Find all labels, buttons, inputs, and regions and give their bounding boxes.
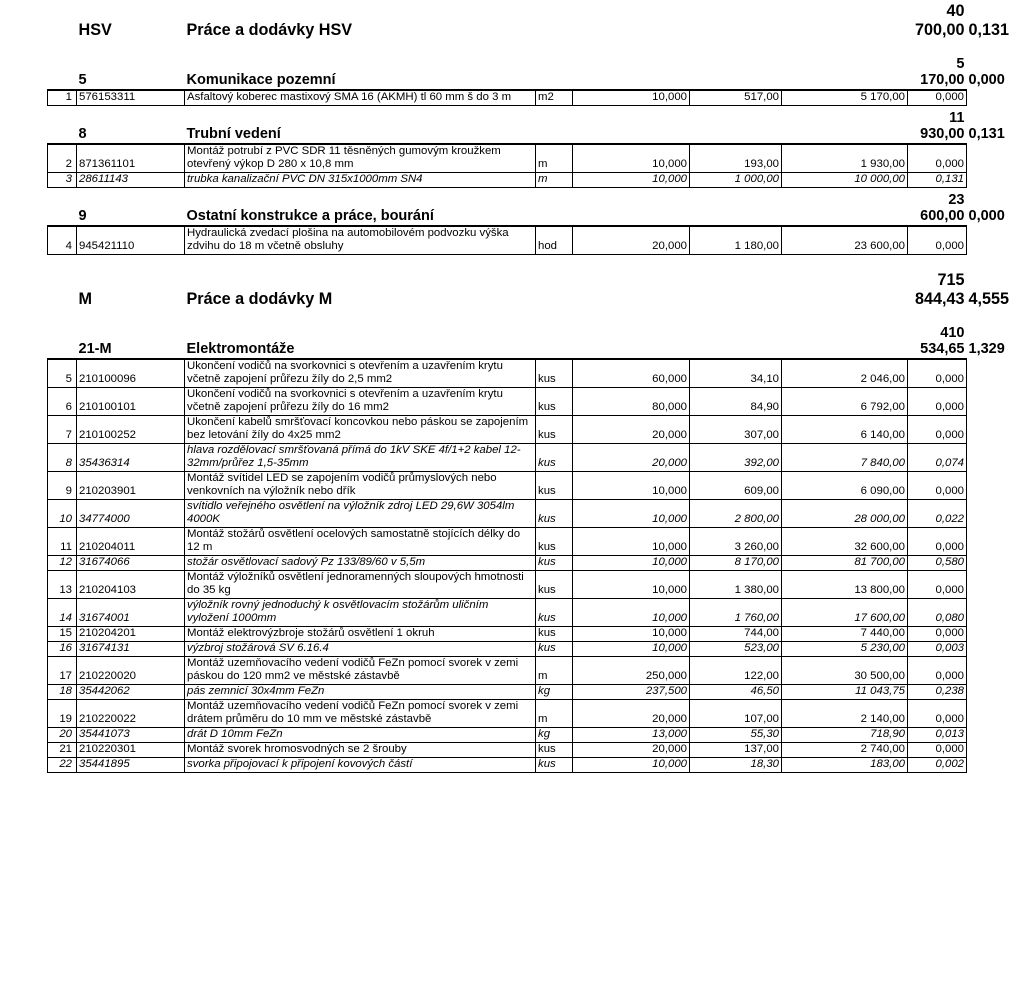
item-quantity: 20,000 <box>573 700 690 728</box>
item-unit: kus <box>536 444 573 472</box>
item-unit-price: 55,30 <box>690 728 782 743</box>
item-weight: 0,000 <box>908 144 967 173</box>
item-code: 210204103 <box>77 571 185 599</box>
row-index: 11 <box>48 528 77 556</box>
item-weight: 0,238 <box>908 685 967 700</box>
item-unit-price: 34,10 <box>690 359 782 388</box>
row-index: 12 <box>48 556 77 571</box>
item-quantity: 10,000 <box>573 173 690 188</box>
section-code: 8 <box>77 106 185 145</box>
section-row: 21-M Elektromontáže 410 534,65 1,329 <box>48 313 967 359</box>
item-unit: kus <box>536 556 573 571</box>
item-code: 35441073 <box>77 728 185 743</box>
section-row: 9 Ostatní konstrukce a práce, bourání 23 600,00 0,000 <box>48 188 967 227</box>
item-quantity: 10,000 <box>573 556 690 571</box>
item-weight: 0,000 <box>908 657 967 685</box>
item-unit-price: 609,00 <box>690 472 782 500</box>
table-row <box>48 388 967 416</box>
item-description: Montáž elektrovýzbroje stožárů osvětlení 1 okruh <box>185 627 536 642</box>
table-row <box>48 472 967 500</box>
item-weight: 0,000 <box>908 90 967 106</box>
item-unit-price: 18,30 <box>690 758 782 773</box>
item-description: Montáž potrubí z PVC SDR 11 těsněných gumovým kroužkem otevřený výkop D 280 x 10,8 mm <box>185 144 536 173</box>
item-description: Hydraulická zvedací plošina na automobilovém podvozku výška zdvihu do 18 m včetně obsluhy <box>185 226 536 255</box>
item-weight: 0,000 <box>908 388 967 416</box>
item-description: svorka připojovací k připojení kovových částí <box>185 758 536 773</box>
spacer-cell <box>782 106 908 145</box>
item-unit: m <box>536 700 573 728</box>
section-total: 410 534,65 <box>908 313 967 359</box>
item-weight: 0,000 <box>908 416 967 444</box>
table-row <box>48 226 967 255</box>
item-total-price: 11 043,75 <box>782 685 908 700</box>
item-code: 210220301 <box>77 743 185 758</box>
item-total-price: 17 600,00 <box>782 599 908 627</box>
table-row <box>48 599 967 627</box>
item-code: 210100101 <box>77 388 185 416</box>
item-total-price: 81 700,00 <box>782 556 908 571</box>
item-unit-price: 392,00 <box>690 444 782 472</box>
row-index: 1 <box>48 90 77 106</box>
item-description: trubka kanalizační PVC DN 315x1000mm SN4 <box>185 173 536 188</box>
item-unit-price: 8 170,00 <box>690 556 782 571</box>
spacer-cell <box>782 255 908 314</box>
item-quantity: 20,000 <box>573 416 690 444</box>
item-unit-price: 744,00 <box>690 627 782 642</box>
item-unit: kus <box>536 472 573 500</box>
item-total-price: 2 740,00 <box>782 743 908 758</box>
spacer-cell <box>48 255 77 314</box>
table-row <box>48 90 967 106</box>
item-description: hlava rozdělovací smršťovaná přímá do 1kV SKE 4f/1+2 kabel 12-32mm/průřez 1,5-35mm <box>185 444 536 472</box>
item-unit: kus <box>536 743 573 758</box>
item-description: Montáž svítidel LED se zapojením vodičů průmyslových nebo venkovních na výložník nebo dřík <box>185 472 536 500</box>
item-weight: 0,003 <box>908 642 967 657</box>
item-quantity: 10,000 <box>573 642 690 657</box>
item-total-price: 6 140,00 <box>782 416 908 444</box>
item-code: 31674131 <box>77 642 185 657</box>
item-unit-price: 46,50 <box>690 685 782 700</box>
item-total-price: 1 930,00 <box>782 144 908 173</box>
spacer-cell <box>782 0 908 44</box>
section-code: 5 <box>77 44 185 90</box>
item-total-price: 2 046,00 <box>782 359 908 388</box>
row-index: 7 <box>48 416 77 444</box>
table-row <box>48 556 967 571</box>
item-unit-price: 517,00 <box>690 90 782 106</box>
item-quantity: 20,000 <box>573 226 690 255</box>
item-weight: 0,000 <box>908 627 967 642</box>
item-total-price: 23 600,00 <box>782 226 908 255</box>
item-quantity: 10,000 <box>573 90 690 106</box>
item-code: 210100096 <box>77 359 185 388</box>
item-description: Montáž stožárů osvětlení ocelových samostatně stojících délky do 12 m <box>185 528 536 556</box>
item-quantity: 60,000 <box>573 359 690 388</box>
item-code: 945421110 <box>77 226 185 255</box>
row-index: 2 <box>48 144 77 173</box>
item-unit: kus <box>536 627 573 642</box>
item-unit: kg <box>536 728 573 743</box>
budget-sheet <box>47 0 1010 773</box>
item-unit-price: 1 180,00 <box>690 226 782 255</box>
main-group-row: M Práce a dodávky M 715 844,43 4,555 <box>48 255 967 314</box>
item-code: 210204201 <box>77 627 185 642</box>
item-total-price: 13 800,00 <box>782 571 908 599</box>
table-row <box>48 144 967 173</box>
item-unit: kus <box>536 388 573 416</box>
row-index: 18 <box>48 685 77 700</box>
main-group-total: 715 844,43 <box>914 271 965 308</box>
item-total-price: 30 500,00 <box>782 657 908 685</box>
item-quantity: 20,000 <box>573 444 690 472</box>
item-quantity: 10,000 <box>573 144 690 173</box>
table-row <box>48 700 967 728</box>
row-index: 17 <box>48 657 77 685</box>
item-quantity: 80,000 <box>573 388 690 416</box>
item-total-price: 5 230,00 <box>782 642 908 657</box>
item-unit: m <box>536 657 573 685</box>
item-weight: 0,580 <box>908 556 967 571</box>
item-description: Montáž uzemňovacího vedení vodičů FeZn pomocí svorek v zemi páskou do 120 mm2 ve městské zástavbě <box>185 657 536 685</box>
main-group-code: HSV <box>78 21 112 39</box>
row-index: 21 <box>48 743 77 758</box>
item-total-price: 10 000,00 <box>782 173 908 188</box>
row-index: 3 <box>48 173 77 188</box>
section-title: Trubní vedení <box>185 106 782 145</box>
item-code: 35442062 <box>77 685 185 700</box>
spacer-cell <box>48 44 77 90</box>
row-index: 13 <box>48 571 77 599</box>
row-index: 6 <box>48 388 77 416</box>
item-unit-price: 1 760,00 <box>690 599 782 627</box>
table-row <box>48 444 967 472</box>
table-row <box>48 627 967 642</box>
item-code: 35436314 <box>77 444 185 472</box>
item-total-price: 6 090,00 <box>782 472 908 500</box>
item-unit-price: 3 260,00 <box>690 528 782 556</box>
item-code: 576153311 <box>77 90 185 106</box>
table-row <box>48 728 967 743</box>
spacer-cell <box>782 188 908 227</box>
section-total: 5 170,00 <box>908 44 967 90</box>
item-total-price: 183,00 <box>782 758 908 773</box>
item-unit: m <box>536 144 573 173</box>
item-total-price: 6 792,00 <box>782 388 908 416</box>
main-group-code: M <box>78 290 92 308</box>
item-unit: m <box>536 173 573 188</box>
item-unit: kus <box>536 571 573 599</box>
table-row <box>48 416 967 444</box>
item-code: 871361101 <box>77 144 185 173</box>
item-total-price: 2 140,00 <box>782 700 908 728</box>
item-quantity: 10,000 <box>573 599 690 627</box>
item-weight: 0,000 <box>908 359 967 388</box>
item-code: 34774000 <box>77 500 185 528</box>
item-unit-price: 122,00 <box>690 657 782 685</box>
table-row <box>48 685 967 700</box>
item-unit-price: 107,00 <box>690 700 782 728</box>
main-group-title: Práce a dodávky HSV <box>186 21 353 39</box>
section-code: 21-M <box>77 313 185 359</box>
row-index: 8 <box>48 444 77 472</box>
item-unit: kus <box>536 599 573 627</box>
item-weight: 0,131 <box>908 173 967 188</box>
item-unit-price: 523,00 <box>690 642 782 657</box>
item-unit-price: 137,00 <box>690 743 782 758</box>
item-code: 28611143 <box>77 173 185 188</box>
item-weight: 0,022 <box>908 500 967 528</box>
item-unit: hod <box>536 226 573 255</box>
row-index: 22 <box>48 758 77 773</box>
row-index: 4 <box>48 226 77 255</box>
section-title: Ostatní konstrukce a práce, bourání <box>185 188 782 227</box>
item-unit-price: 193,00 <box>690 144 782 173</box>
item-unit: kus <box>536 758 573 773</box>
item-code: 210220022 <box>77 700 185 728</box>
table-row <box>48 758 967 773</box>
item-quantity: 10,000 <box>573 472 690 500</box>
item-total-price: 32 600,00 <box>782 528 908 556</box>
item-weight: 0,074 <box>908 444 967 472</box>
table-row <box>48 528 967 556</box>
section-title: Komunikace pozemní <box>185 44 782 90</box>
item-total-price: 7 440,00 <box>782 627 908 642</box>
item-unit: kus <box>536 500 573 528</box>
item-unit: kus <box>536 416 573 444</box>
item-description: Ukončení vodičů na svorkovnici s otevřením a uzavřením krytu včetně zapojení průřezu žíly do 16 mm2 <box>185 388 536 416</box>
row-index: 20 <box>48 728 77 743</box>
row-index: 10 <box>48 500 77 528</box>
item-weight: 0,002 <box>908 758 967 773</box>
item-description: Asfaltový koberec mastixový SMA 16 (AKMH) tl 60 mm š do 3 m <box>185 90 536 106</box>
item-quantity: 237,500 <box>573 685 690 700</box>
row-index: 5 <box>48 359 77 388</box>
item-unit-price: 307,00 <box>690 416 782 444</box>
spacer-cell <box>48 0 77 44</box>
spacer-cell <box>782 313 908 359</box>
item-unit: kus <box>536 528 573 556</box>
table-row <box>48 642 967 657</box>
item-quantity: 10,000 <box>573 528 690 556</box>
item-quantity: 20,000 <box>573 743 690 758</box>
item-unit: kus <box>536 642 573 657</box>
item-quantity: 10,000 <box>573 627 690 642</box>
item-unit-price: 2 800,00 <box>690 500 782 528</box>
item-description: výzbroj stožárová SV 6.16.4 <box>185 642 536 657</box>
item-description: stožár osvětlovací sadový Pz 133/89/60 v 5,5m <box>185 556 536 571</box>
item-total-price: 7 840,00 <box>782 444 908 472</box>
item-unit-price: 1 000,00 <box>690 173 782 188</box>
item-weight: 0,080 <box>908 599 967 627</box>
table-row <box>48 657 967 685</box>
main-group-title: Práce a dodávky M <box>186 290 333 308</box>
budget-table <box>47 0 1010 773</box>
item-description: výložník rovný jednoduchý k osvětlovacím stožárům uličním vyložení 1000mm <box>185 599 536 627</box>
spacer-cell <box>48 188 77 227</box>
item-unit: kus <box>536 359 573 388</box>
item-weight: 0,000 <box>908 571 967 599</box>
item-unit-price: 1 380,00 <box>690 571 782 599</box>
item-code: 210203901 <box>77 472 185 500</box>
row-index: 15 <box>48 627 77 642</box>
item-weight: 0,000 <box>908 472 967 500</box>
item-quantity: 10,000 <box>573 758 690 773</box>
item-description: pás zemnicí 30x4mm FeZn <box>185 685 536 700</box>
item-description: Ukončení vodičů na svorkovnici s otevřením a uzavřením krytu včetně zapojení průřezu žíly do 2,5 mm2 <box>185 359 536 388</box>
table-row <box>48 173 967 188</box>
section-total: 23 600,00 <box>908 188 967 227</box>
section-total: 11 930,00 <box>908 106 967 145</box>
item-total-price: 718,90 <box>782 728 908 743</box>
item-weight: 0,000 <box>908 743 967 758</box>
item-weight: 0,013 <box>908 728 967 743</box>
item-code: 210100252 <box>77 416 185 444</box>
item-unit: kg <box>536 685 573 700</box>
item-description: drát D 10mm FeZn <box>185 728 536 743</box>
item-quantity: 13,000 <box>573 728 690 743</box>
section-code: 9 <box>77 188 185 227</box>
item-quantity: 10,000 <box>573 500 690 528</box>
item-code: 31674001 <box>77 599 185 627</box>
section-row: 5 Komunikace pozemní 5 170,00 0,000 <box>48 44 967 90</box>
item-code: 210220020 <box>77 657 185 685</box>
item-description: Montáž uzemňovacího vedení vodičů FeZn pomocí svorek v zemi drátem průměru do 10 mm ve městské zástavbě <box>185 700 536 728</box>
item-description: svítidlo veřejného osvětlení na výložník zdroj LED 29,6W 3054lm 4000K <box>185 500 536 528</box>
item-unit: m2 <box>536 90 573 106</box>
item-description: Ukončení kabelů smršťovací koncovkou nebo páskou se zapojením bez letování žíly do 4x25 mm2 <box>185 416 536 444</box>
main-group-row: HSV Práce a dodávky HSV 40 700,00 0,131 <box>48 0 967 44</box>
item-total-price: 5 170,00 <box>782 90 908 106</box>
item-quantity: 250,000 <box>573 657 690 685</box>
spacer-cell <box>782 44 908 90</box>
table-row <box>48 743 967 758</box>
table-row <box>48 571 967 599</box>
budget-table-body <box>48 0 1010 773</box>
item-code: 210204011 <box>77 528 185 556</box>
item-quantity: 10,000 <box>573 571 690 599</box>
row-index: 16 <box>48 642 77 657</box>
table-row <box>48 359 967 388</box>
item-weight: 0,000 <box>908 226 967 255</box>
row-index: 19 <box>48 700 77 728</box>
row-index: 14 <box>48 599 77 627</box>
item-description: Montáž svorek hromosvodných se 2 šrouby <box>185 743 536 758</box>
main-group-total: 40 700,00 <box>914 2 965 39</box>
section-row: 8 Trubní vedení 11 930,00 0,131 <box>48 106 967 145</box>
item-total-price: 28 000,00 <box>782 500 908 528</box>
item-code: 35441895 <box>77 758 185 773</box>
spacer-cell <box>48 106 77 145</box>
item-weight: 0,000 <box>908 700 967 728</box>
item-description: Montáž výložníků osvětlení jednoramenných sloupových hmotnosti do 35 kg <box>185 571 536 599</box>
row-index: 9 <box>48 472 77 500</box>
item-unit-price: 84,90 <box>690 388 782 416</box>
table-row <box>48 500 967 528</box>
section-title: Elektromontáže <box>185 313 782 359</box>
spacer-cell <box>48 313 77 359</box>
item-weight: 0,000 <box>908 528 967 556</box>
item-code: 31674066 <box>77 556 185 571</box>
